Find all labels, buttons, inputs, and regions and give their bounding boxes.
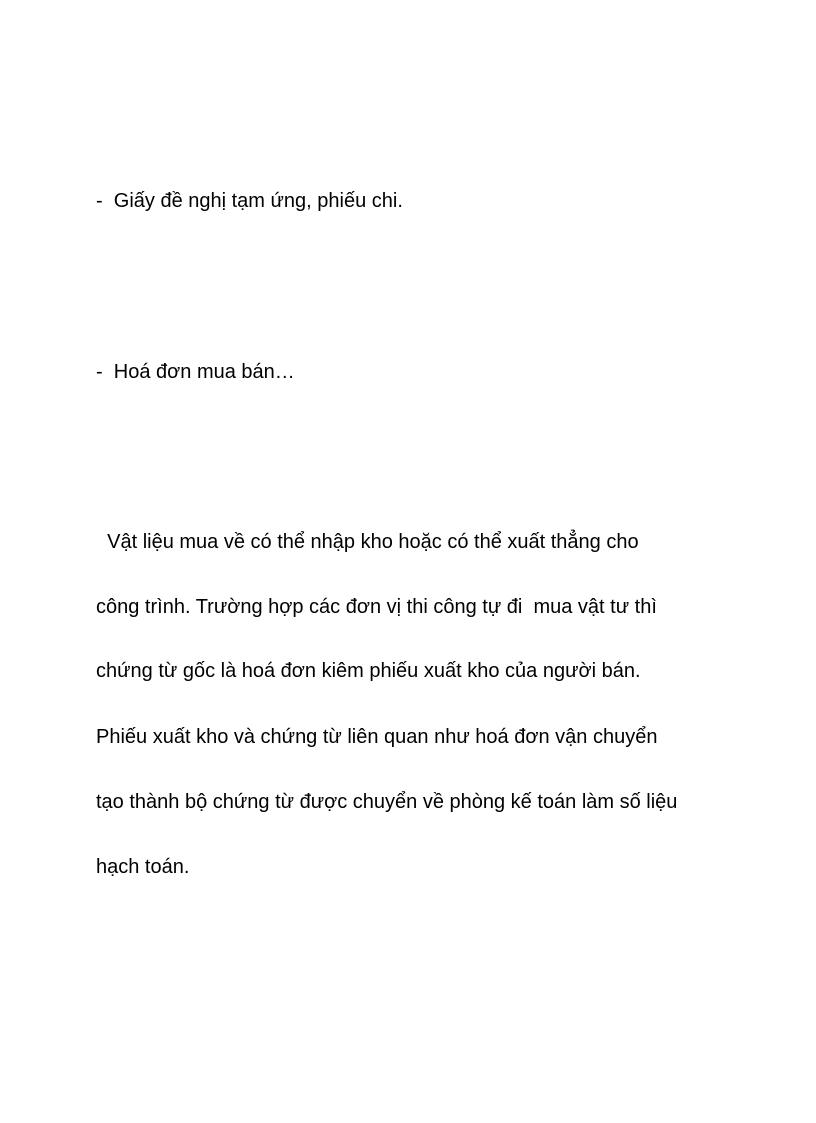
paragraph-line: tạo thành bộ chứng từ được chuyển về phòng kế toán làm số liệu: [96, 791, 678, 813]
bullet-advance-request: - Giấy đề nghị tạm ứng, phiếu chi.: [96, 190, 403, 212]
paragraph-line: Phiếu xuất kho và chứng từ liên quan như hoá đơn vận chuyển: [96, 726, 658, 748]
paragraph-line: Vật liệu mua về có thể nhập kho hoặc có thể xuất thẳng cho: [96, 531, 639, 553]
paragraph-line: công trình. Trường hợp các đơn vị thi công tự đi mua vật tư thì: [96, 596, 657, 618]
bullet-purchase-invoice: - Hoá đơn mua bán…: [96, 361, 295, 383]
paragraph-line: chứng từ gốc là hoá đơn kiêm phiếu xuất kho của người bán.: [96, 660, 641, 682]
paragraph-line: hạch toán.: [96, 856, 190, 878]
